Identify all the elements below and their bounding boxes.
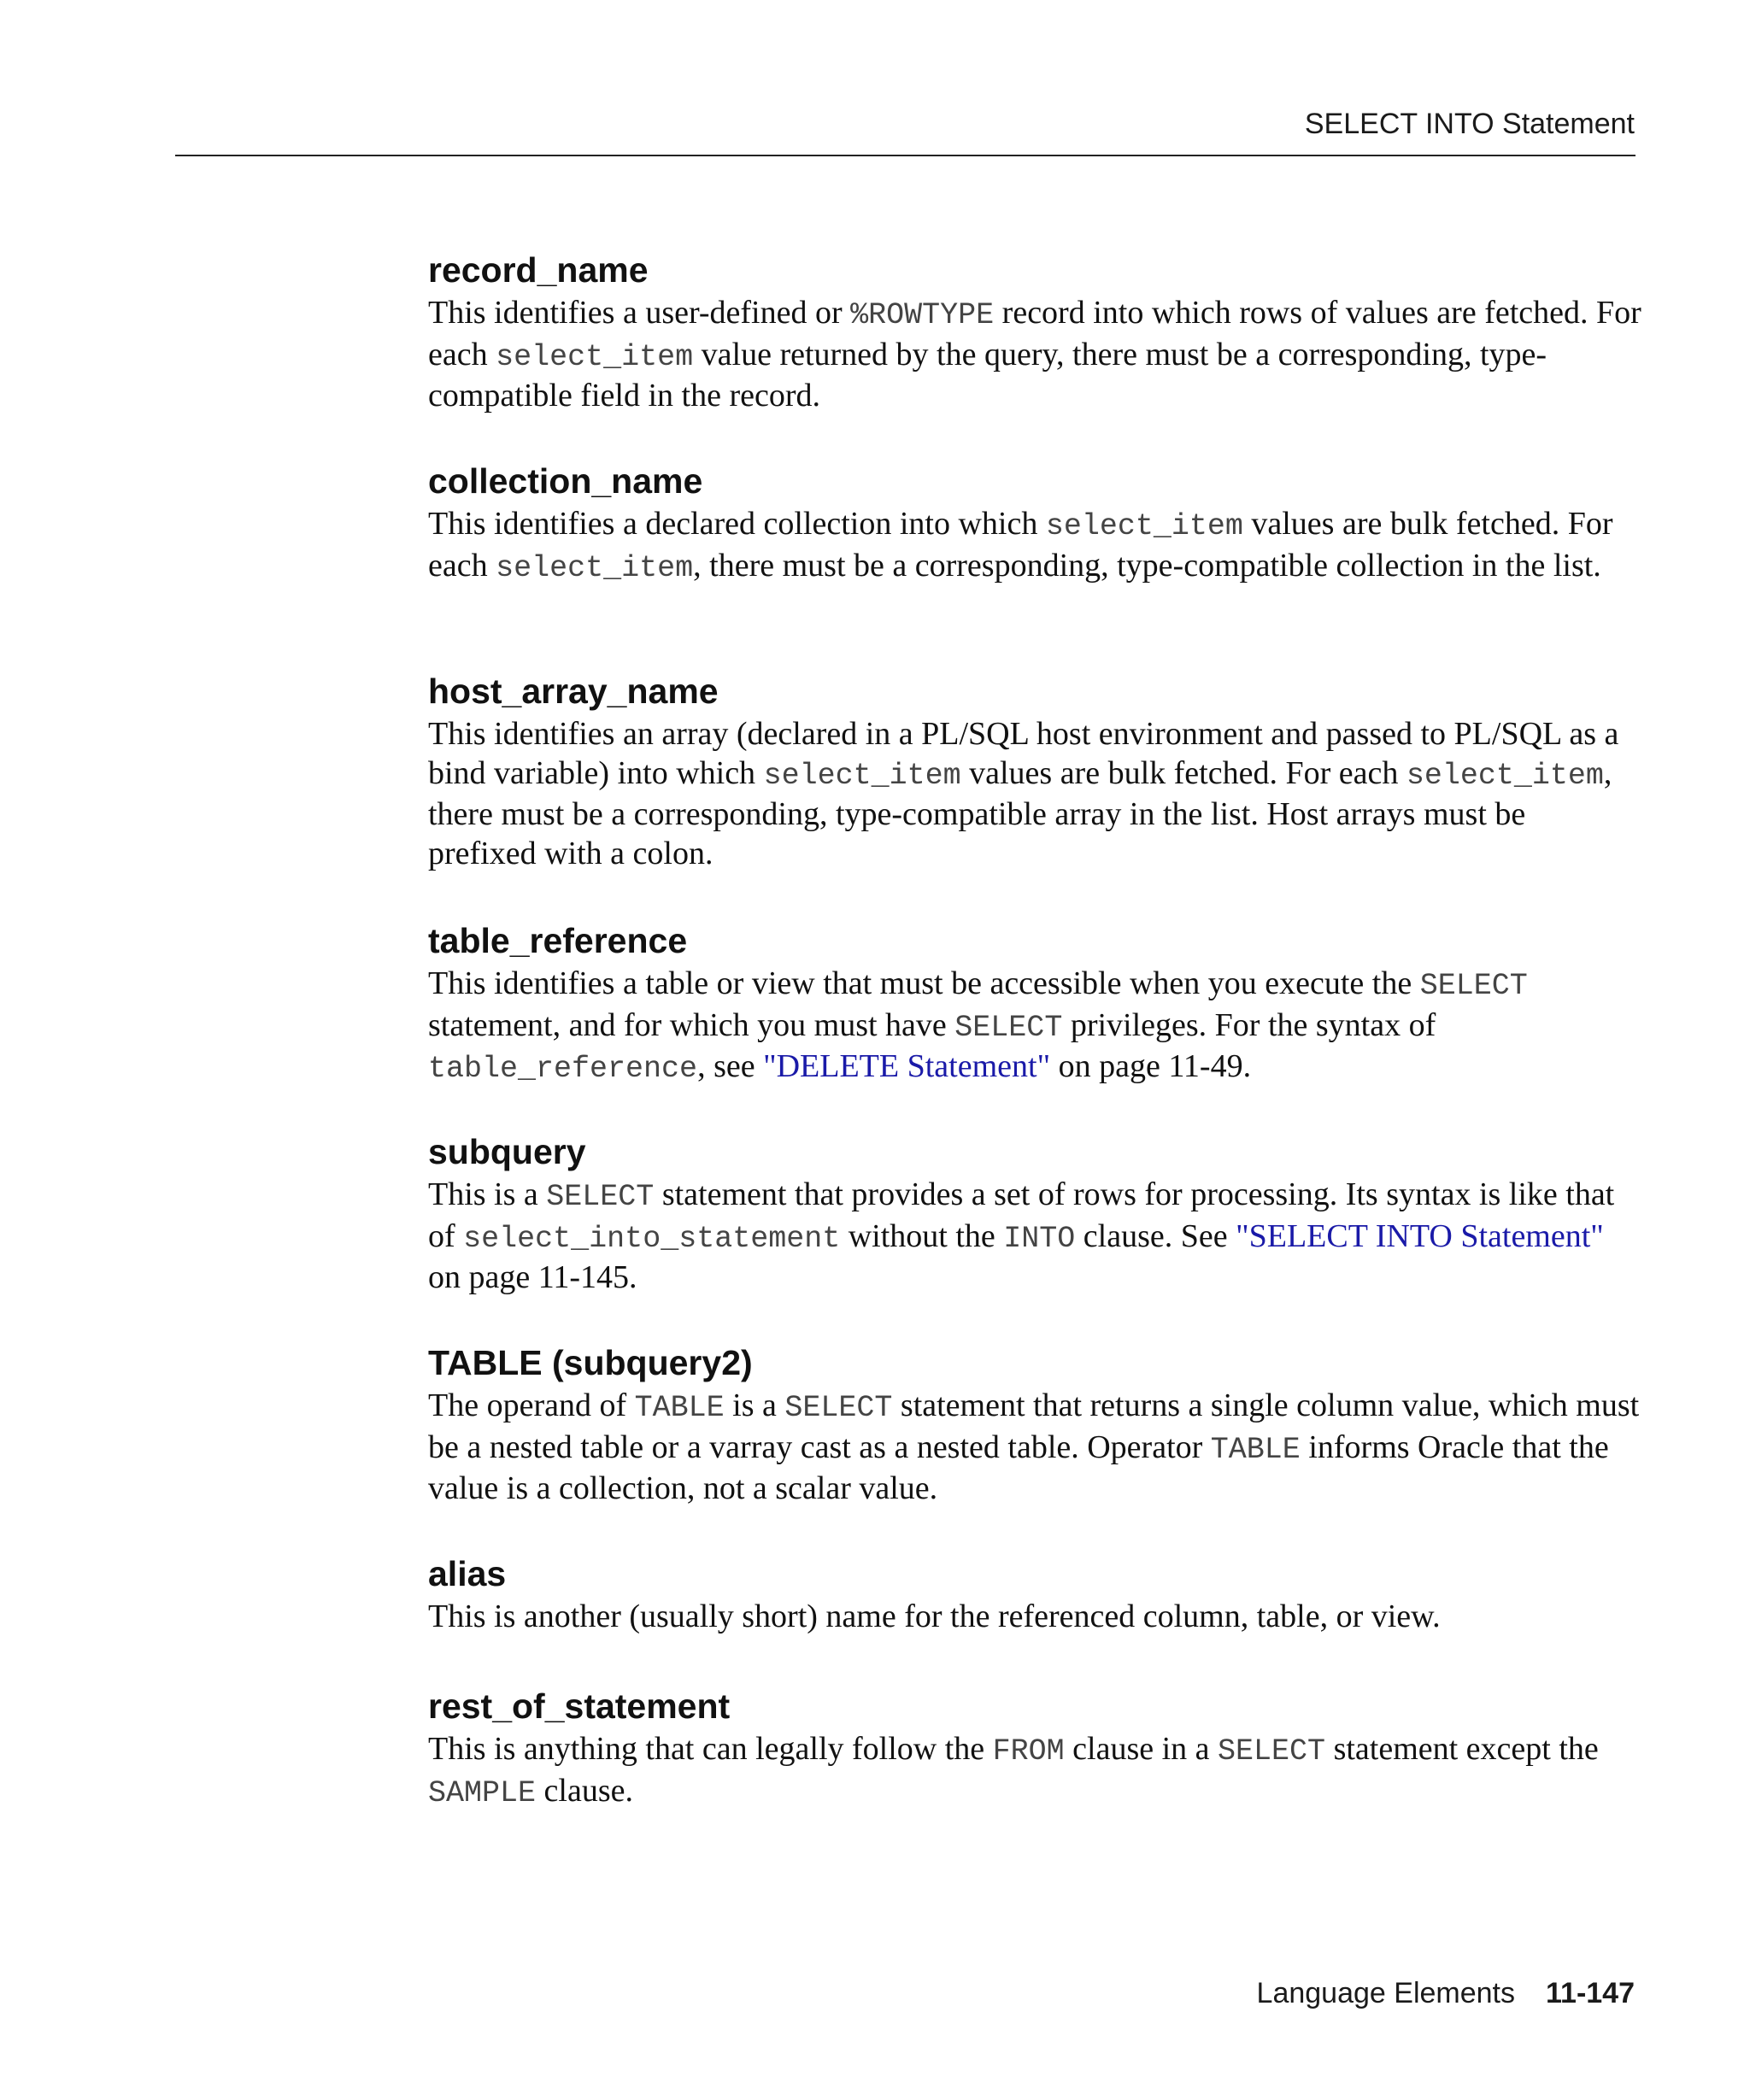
term-description: This is anything that can legally follow the FROM clause in a SELECT statement except the SAMPLE clause. <box>428 1731 1599 1810</box>
code-literal: INTO <box>1003 1221 1076 1256</box>
term-description: This is a SELECT statement that provides a set of rows for processing. Its syntax is like that of select_into_statement without the INTO clause. See "SELECT INTO Statement" on page 11-145. <box>428 1176 1615 1295</box>
term-description: This identifies a user-defined or %ROWTYPE record into which rows of values are fetched. For each select_item value returned by the query, there must be a corresponding, type-compatible field in the record. <box>428 295 1641 414</box>
term-heading: host_array_name <box>428 672 719 711</box>
code-literal: select_into_statement <box>463 1221 841 1256</box>
footer-section-title: Language Elements <box>1256 1977 1515 2009</box>
definition-rest-of-statement <box>428 1682 1641 1813</box>
term-heading: TABLE (subquery2) <box>428 1343 753 1382</box>
running-footer <box>1257 1977 1635 2010</box>
term-heading: table_reference <box>428 921 688 960</box>
definition-subquery <box>428 1128 1641 1298</box>
code-literal: TABLE <box>634 1391 725 1425</box>
code-literal: table_reference <box>428 1052 698 1086</box>
term-description: This identifies a table or view that must be accessible when you execute the SELECT statement, and for which you must have SELECT privileges. For the syntax of table_reference, see "DELETE Statement" on page 11-49. <box>428 965 1528 1086</box>
term-heading: alias <box>428 1554 507 1593</box>
page-number: 11-147 <box>1546 1977 1635 2009</box>
code-literal: select_item <box>1406 758 1604 793</box>
running-header: SELECT INTO Statement <box>1304 108 1635 140</box>
code-literal: select_item <box>1045 509 1243 543</box>
delete-statement-link[interactable]: "DELETE Statement" <box>763 1048 1051 1084</box>
code-literal: SELECT <box>1218 1734 1326 1769</box>
code-literal: select_item <box>496 550 694 585</box>
term-heading: subquery <box>428 1132 586 1171</box>
code-literal: SAMPLE <box>428 1775 537 1810</box>
code-literal: SELECT <box>954 1010 1063 1045</box>
code-literal: FROM <box>992 1734 1065 1769</box>
term-description: This is another (usually short) name for the referenced column, table, or view. <box>428 1598 1441 1634</box>
definition-table-subquery2 <box>428 1339 1641 1509</box>
term-heading: record_name <box>428 250 649 290</box>
code-literal: SELECT <box>546 1180 655 1214</box>
code-literal: SELECT <box>784 1391 893 1425</box>
code-literal: SELECT <box>1419 969 1528 1003</box>
code-literal: select_item <box>496 339 694 374</box>
code-literal: TABLE <box>1210 1432 1301 1467</box>
code-literal: select_item <box>763 758 961 793</box>
header-rule <box>175 155 1635 156</box>
term-heading: collection_name <box>428 461 703 501</box>
definition-alias <box>428 1550 1641 1637</box>
term-heading: rest_of_statement <box>428 1686 731 1726</box>
definition-collection-name <box>428 457 1641 588</box>
definition-table-reference <box>428 917 1641 1089</box>
definition-host-array-name <box>428 667 1641 873</box>
term-description: The operand of TABLE is a SELECT statement that returns a single column value, which must be a nested table or a varray cast as a nested table. Operator TABLE informs Oracle that the value is a collection, not a scalar value. <box>428 1387 1640 1506</box>
definition-record-name <box>428 246 1641 416</box>
term-description: This identifies an array (declared in a PL/SQL host environment and passed to PL/SQL as a bind variable) into which select_item values are bulk fetched. For each select_item, there must be a corresponding, type-compatible array in the list. Host arrays must be prefixed with a colon. <box>428 716 1619 871</box>
term-description: This identifies a declared collection into which select_item values are bulk fetched. For each select_item, there must be a corresponding, type-compatible collection in the list. <box>428 506 1613 585</box>
select-into-statement-link[interactable]: "SELECT INTO Statement" <box>1236 1217 1604 1254</box>
code-literal: %ROWTYPE <box>850 298 995 332</box>
